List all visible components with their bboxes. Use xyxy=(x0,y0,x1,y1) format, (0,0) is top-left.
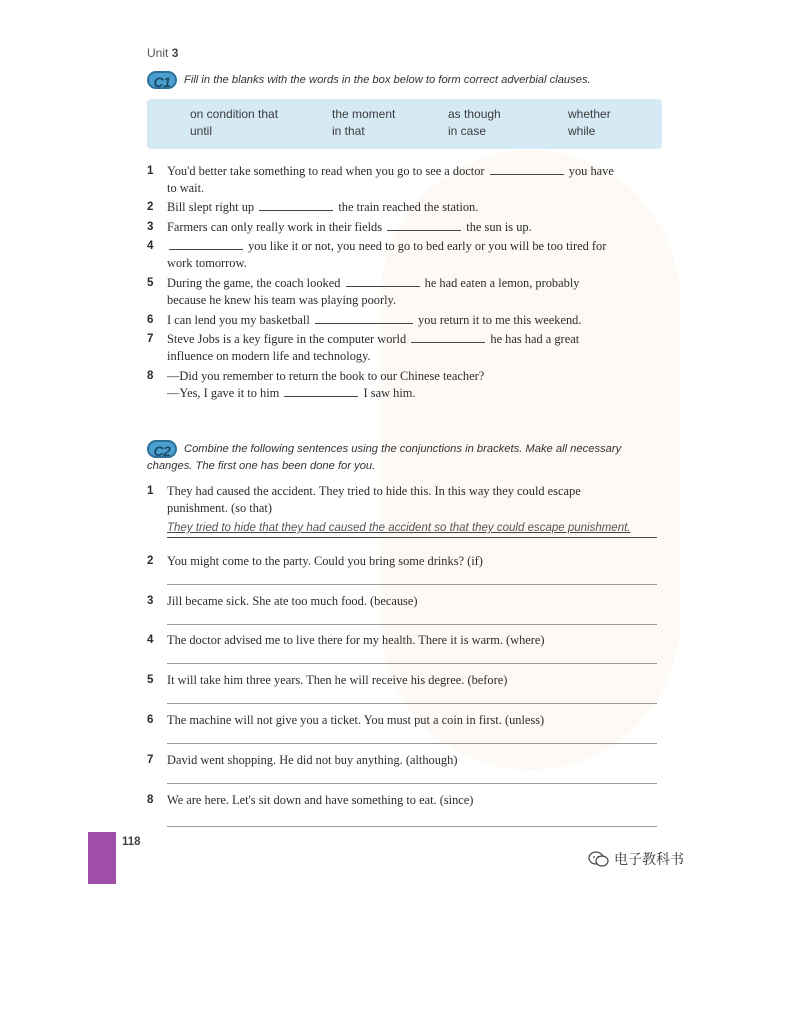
section-c1-instruction: Fill in the blanks with the words in the box below to form correct adverbial clauses. xyxy=(184,74,591,86)
answer-line[interactable] xyxy=(167,703,657,704)
c2-item: 4 The doctor advised me to live there for my health. There it is warm. (where) xyxy=(147,633,545,647)
c1-item: 6 I can lend you my basketball you return it to me this weekend. xyxy=(147,313,582,327)
answer-line[interactable] xyxy=(167,663,657,664)
c1-item: 5 During the game, the coach looked he had eaten a lemon, probably because he knew his team was playing poorly. xyxy=(147,276,580,307)
c2-item: 5 It will take him three years. Then he will receive his degree. (before) xyxy=(147,673,508,687)
answer-line[interactable] xyxy=(167,584,657,585)
word-box-item: while xyxy=(568,124,596,138)
fill-blank[interactable] xyxy=(346,275,420,287)
section-c2-instruction-line2: changes. The first one has been done for you. xyxy=(147,460,376,472)
page-number: 118 xyxy=(122,836,141,848)
fill-blank[interactable] xyxy=(387,219,461,231)
word-box-item: on condition that xyxy=(190,107,279,121)
answer-line[interactable] xyxy=(167,743,657,744)
section-c2-instruction-line1: Combine the following sentences using the conjunctions in brackets. Make all necessary xyxy=(184,443,622,455)
c1-item: 8 —Did you remember to return the book to our Chinese teacher? —Yes, I gave it to him I saw him. xyxy=(147,369,485,400)
fill-blank[interactable] xyxy=(259,199,333,211)
section-c2-badge: C2 xyxy=(147,440,177,458)
c2-item: 7 David went shopping. He did not buy anything. (although) xyxy=(147,753,458,767)
fill-blank[interactable] xyxy=(169,238,243,250)
answer-line xyxy=(167,537,657,538)
c2-item: 1 They had caused the accident. They tried to hide this. In this way they could escape punishment. (so that) xyxy=(147,484,581,515)
c2-item: 2 You might come to the party. Could you bring some drinks? (if) xyxy=(147,554,483,568)
sample-answer: They tried to hide that they had caused the accident so that they could escape punishment. xyxy=(167,522,631,534)
page-color-tab xyxy=(88,832,116,884)
c1-item: 1 You'd better take something to read when you go to see a doctor you have to wait. xyxy=(147,164,614,195)
c1-item: 4 you like it or not, you need to go to bed early or you will be too tired for work tomorrow. xyxy=(147,239,607,270)
unit-label: Unit 3 xyxy=(147,46,179,60)
word-box xyxy=(147,99,662,149)
answer-line[interactable] xyxy=(167,783,657,784)
word-box-item: in case xyxy=(448,124,487,138)
word-box-item: the moment xyxy=(332,107,396,121)
fill-blank[interactable] xyxy=(315,312,413,324)
word-box-item: whether xyxy=(568,107,611,121)
fill-blank[interactable] xyxy=(490,163,564,175)
c1-item: 3 Farmers can only really work in their fields the sun is up. xyxy=(147,220,532,234)
c1-item: 2 Bill slept right up the train reached the station. xyxy=(147,200,479,214)
answer-line[interactable] xyxy=(167,826,657,827)
fill-blank[interactable] xyxy=(411,331,485,343)
c2-item: 8 We are here. Let's sit down and have something to eat. (since) xyxy=(147,793,474,807)
c2-item: 3 Jill became sick. She ate too much food. (because) xyxy=(147,594,418,608)
c2-item: 6 The machine will not give you a ticket. You must put a coin in first. (unless) xyxy=(147,713,545,727)
word-box-item: as though xyxy=(448,107,501,121)
word-box-item: in that xyxy=(332,124,365,138)
watermark-text: 电子教科书 xyxy=(614,852,684,868)
answer-line[interactable] xyxy=(167,624,657,625)
word-box-item: until xyxy=(190,124,213,138)
watermark xyxy=(588,849,684,869)
c1-item: 7 Steve Jobs is a key figure in the computer world he has had a great influence on modern life and technology. xyxy=(147,332,580,363)
fill-blank[interactable] xyxy=(284,385,358,397)
chat-bubble-icon xyxy=(588,850,610,868)
section-c1-badge: C1 xyxy=(147,71,177,89)
